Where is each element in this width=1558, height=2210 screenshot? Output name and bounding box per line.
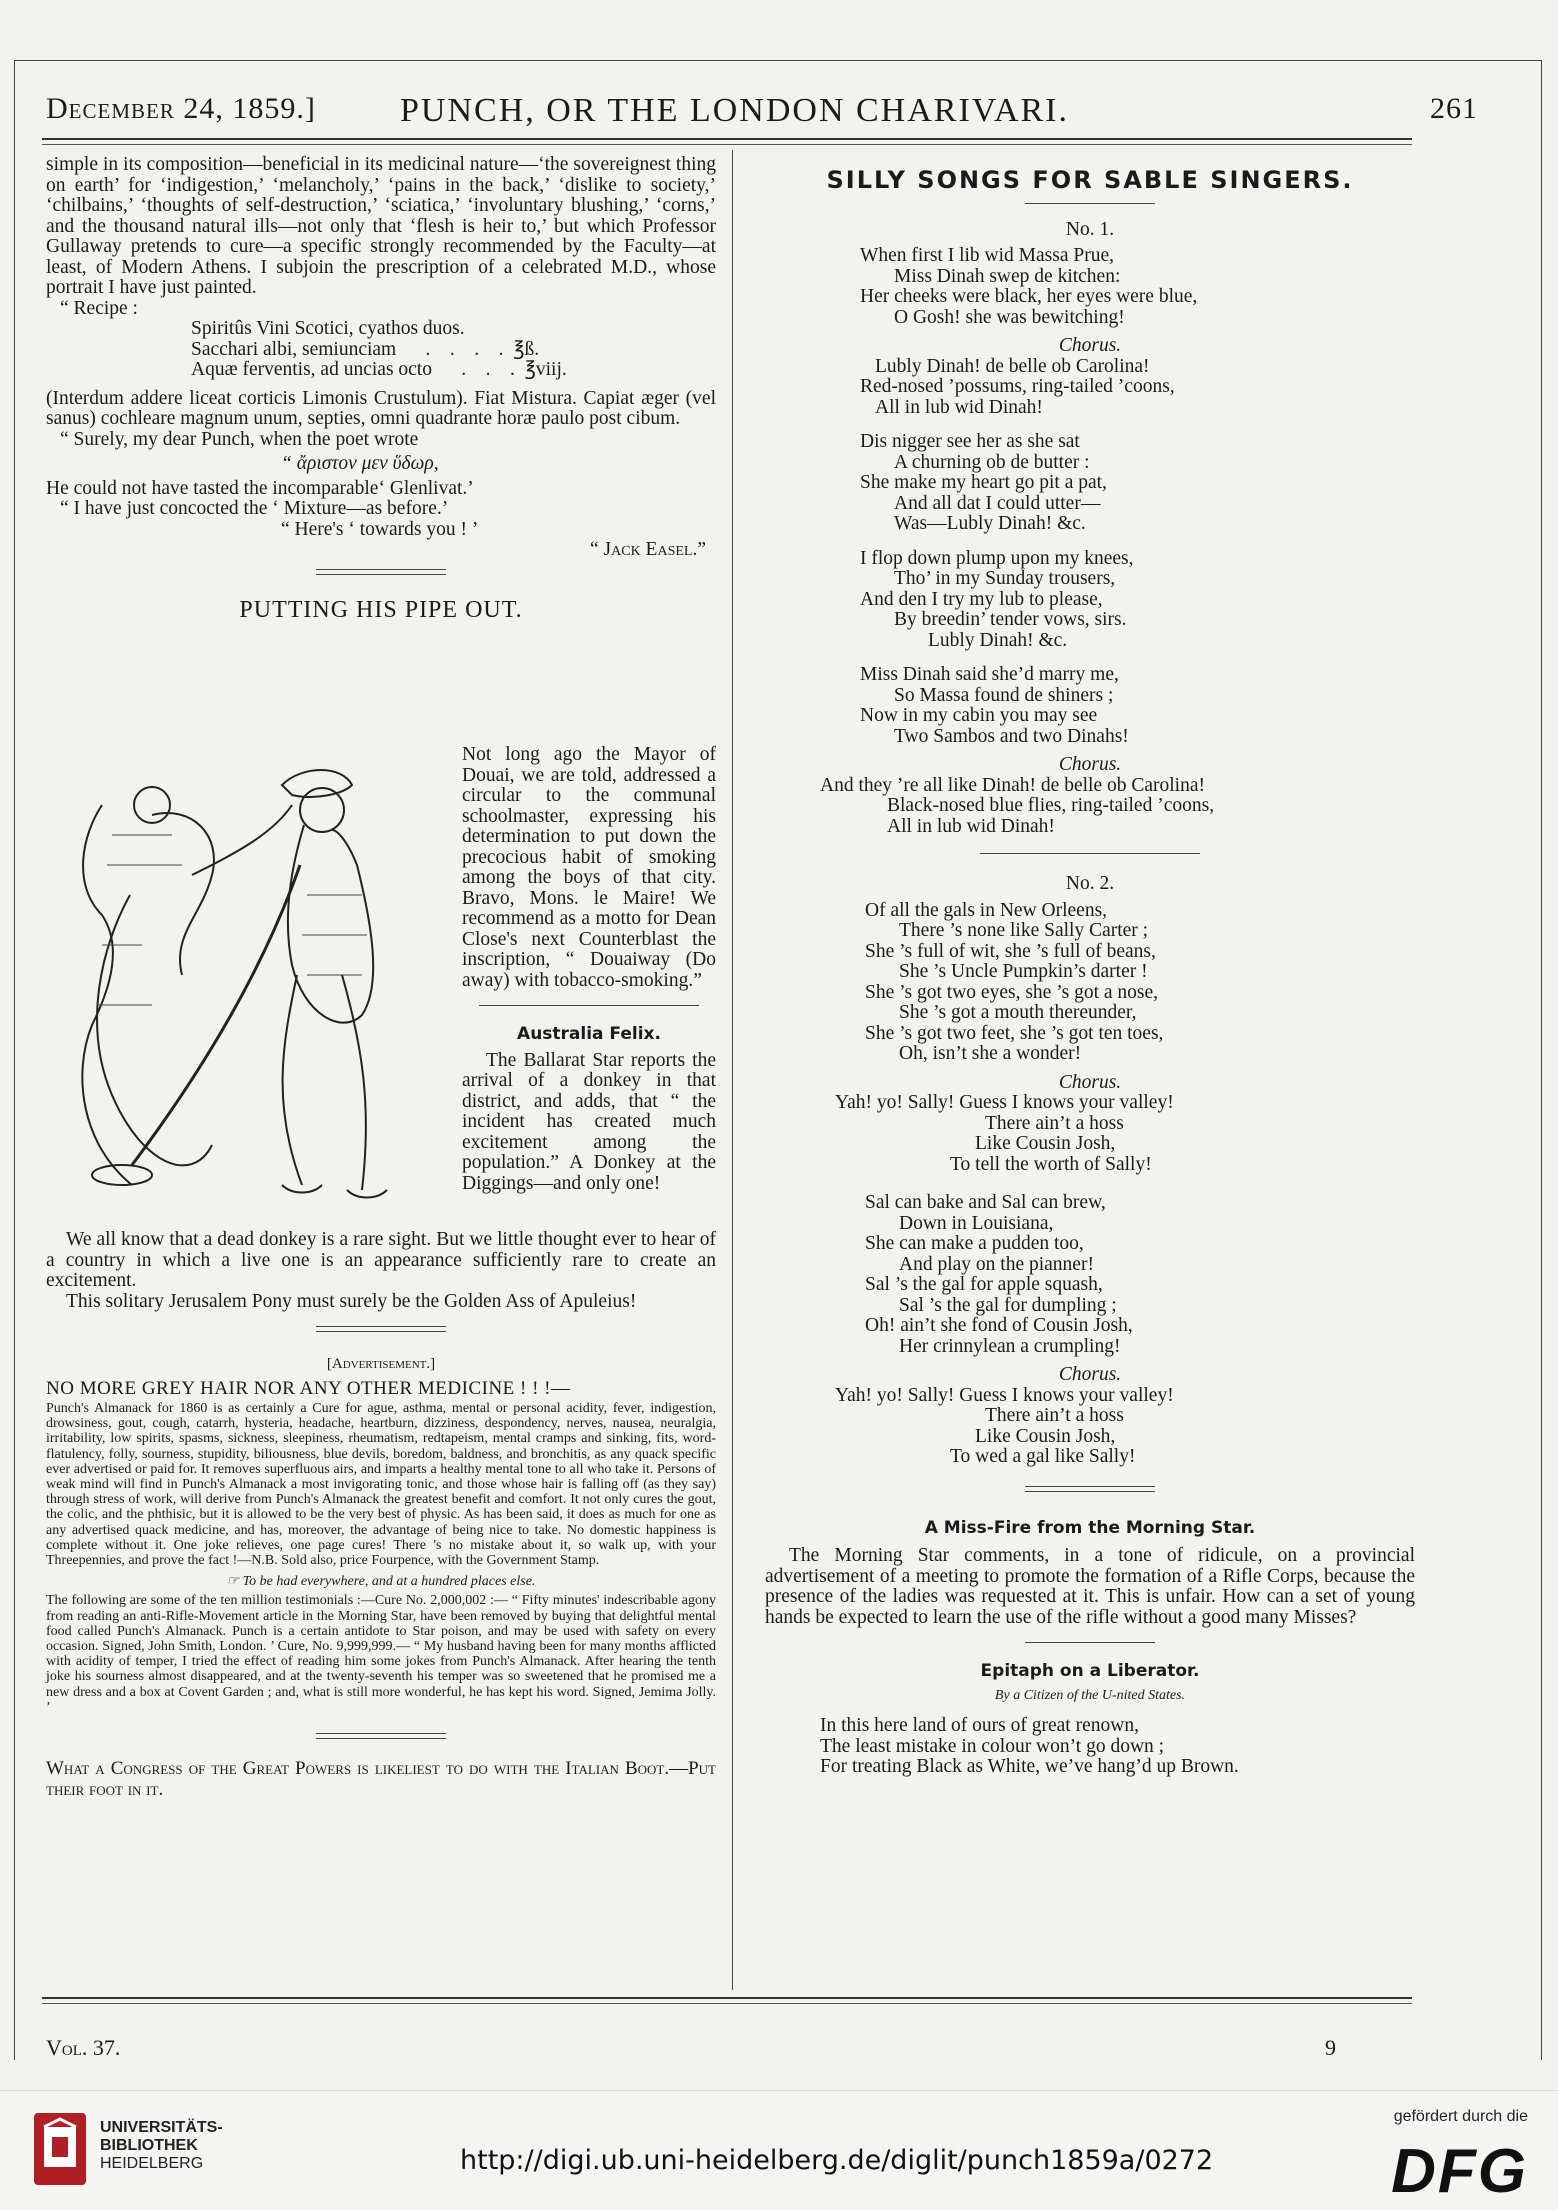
- bottom-rule: [42, 1997, 1412, 1999]
- column-divider: [732, 150, 733, 1990]
- australia-text-2: We all know that a dead donkey is a rare sight. But we little thought ever to hear of a country in which a live one is an appearance sufficiently rare to create an excitement.: [46, 1229, 716, 1291]
- song-number: No. 1.: [1065, 218, 1115, 240]
- verse-line: I flop down plump upon my knees,: [860, 547, 1134, 569]
- song-number: No. 2.: [1065, 873, 1115, 894]
- frame-top: [14, 60, 1542, 61]
- advert-pointer: ☞ To be had everywhere, and at a hundred places else.: [226, 1574, 536, 1590]
- verse-line: And den I try my lub to please,: [860, 588, 1103, 610]
- verse-line: Her crinnylean a crumpling!: [899, 1335, 1121, 1357]
- verse-line: And play on the pianner!: [899, 1253, 1094, 1275]
- verse-line: Like Cousin Josh,: [975, 1133, 1116, 1154]
- verse-line: Miss Dinah swep de kitchen:: [894, 265, 1121, 287]
- verse-line: In this here land of ours of great renown,: [820, 1715, 1139, 1736]
- section-rule: [980, 853, 1200, 854]
- chorus-label: Chorus.: [1058, 1071, 1122, 1093]
- verse-line: Oh! ain’t she fond of Cousin Josh,: [865, 1315, 1133, 1336]
- source-url-link[interactable]: http://digi.ub.uni-heidelberg.de/diglit/punch1859a/0272: [460, 2145, 1214, 2176]
- library-name-line: HEIDELBERG: [100, 2155, 204, 2172]
- pipe-article: [462, 745, 716, 1194]
- verse-line: Like Cousin Josh,: [975, 1425, 1116, 1447]
- section-rule: [1025, 1486, 1155, 1492]
- verse-line: Oh, isn’t she a wonder!: [899, 1043, 1082, 1064]
- verse-line: She ’s got two eyes, she ’s got a nose,: [865, 981, 1159, 1003]
- verse-line: Lubly Dinah! de belle ob Carolina!: [875, 355, 1150, 377]
- advert-label: [Advertisement.]: [326, 1356, 436, 1372]
- library-name: [100, 2119, 223, 2173]
- verse-line: O Gosh! she was bewitching!: [894, 306, 1125, 328]
- epitaph-verse: [765, 1716, 1415, 1778]
- section-rule: [316, 1326, 446, 1332]
- australia-text-1: The Ballarat Star reports the arrival of a donkey in that district, and adds, that “ the incident has created much excitement among the population.” A Donkey at the Diggings—and only one!: [462, 1049, 716, 1194]
- chorus-label: Chorus.: [1058, 754, 1122, 775]
- section-rule: [1025, 203, 1155, 204]
- left-column-top: [46, 155, 716, 623]
- masthead-title: PUNCH, OR THE LONDON CHARIVARI.: [400, 92, 1070, 129]
- verse-line: She ’s full of wit, she ’s full of beans,: [865, 940, 1156, 962]
- verse-line: To tell the worth of Sally!: [950, 1153, 1152, 1175]
- smoking-illustration: [42, 745, 452, 1215]
- jack-easel-signature: “ Jack Easel.”: [590, 539, 706, 560]
- verse-line: Her cheeks were black, her eyes were blue,: [860, 286, 1198, 307]
- verse-line: Miss Dinah said she’d marry me,: [860, 664, 1119, 685]
- verse-line: There ’s none like Sally Carter ;: [899, 920, 1149, 941]
- chorus-label: Chorus.: [1058, 335, 1122, 356]
- chorus-label: Chorus.: [1058, 1364, 1122, 1385]
- song1-stanza4: [765, 665, 1415, 747]
- verse-line: And they ’re all like Dinah! de belle ob Carolina!: [820, 774, 1205, 796]
- issue-date: December 24, 1859.]: [46, 92, 316, 125]
- verse-line: Lubly Dinah! &c.: [928, 629, 1068, 651]
- verse-line: Sal ’s the gal for dumpling ;: [899, 1294, 1117, 1316]
- congress-text: What a Congress of the Great Powers is likeliest to do with the Italian Boot.—Put their foot in it.: [46, 1758, 716, 1800]
- song2-stanza2: [765, 1193, 1415, 1357]
- song2-chorus1: [765, 1093, 1415, 1175]
- song1-stanza1: [765, 246, 1415, 328]
- verse-line: Sal ’s the gal for apple squash,: [865, 1274, 1103, 1295]
- verse-line: Sal can bake and Sal can brew,: [865, 1192, 1106, 1213]
- concocted-line: “ I have just concocted the ‘ Mixture—as before.’: [60, 498, 449, 519]
- verse-line: Two Sambos and two Dinahs!: [894, 725, 1129, 747]
- right-column: [765, 166, 1415, 1778]
- recipe-label: “ Recipe :: [60, 297, 138, 319]
- could-line: He could not have tasted the incomparable‘ Glenlivat.’: [46, 477, 474, 499]
- verse-line: Black-nosed blue flies, ring-tailed ’coons,: [887, 795, 1215, 816]
- greek-quote: “ ἄριστον μεν ὕδωρ,: [281, 453, 439, 474]
- songs-title: SILLY SONGS FOR SABLE SINGERS.: [826, 166, 1354, 194]
- verse-line: For treating Black as White, we’ve hang’d up Brown.: [820, 1756, 1239, 1777]
- pipe-title: PUTTING HIS PIPE OUT.: [239, 596, 523, 623]
- verse-line: Red-nosed ’possums, ring-tailed ’coons,: [860, 376, 1175, 397]
- verse-line: Tho’ in my Sunday trousers,: [894, 568, 1116, 589]
- advert-testimonials: The following are some of the ten million testimonials :—Cure No. 2,000,002 :— “ Fifty minutes' indescribable agony from reading an anti-Rifle-Movement article in the Morning Star, have been removed by buying that delightful mental food called Punch's Almanack. Punch is a certain antidote to Star poison, and may be used with safety on every occasion. Signed, John Smith, London. ’ Cure, No. 9,999,999.— “ My husband having been for many months afflicted with acidity of temper, I tried the effect of reading him some jokes from Punch's Almanack. After hearing the tenth joke his sourness almost disappeared, and at the twenty-seventh his temper was so sweetened that he promised me a new dress and a box at Covent Garden ; and, what is still more wonderful, he has kept his word. Signed, Jemima Jolly. ’: [46, 1593, 716, 1715]
- verse-line: She ’s got a mouth thereunder,: [899, 1002, 1137, 1023]
- recipe-line: Sacchari albi, semiunciam . . . . ℥ß.: [191, 338, 540, 360]
- verse-line: The least mistake in colour won’t go down ;: [820, 1735, 1165, 1757]
- pipe-text: Not long ago the Mayor of Douai, we are told, addressed a circular to the communal schoolmaster, expressing his determination to put down the precocious habit of smoking among the boys of that city. Bravo, Mons. le Maire! We recommend as a motto for Dean Close's next Counterblast the inscription, “ Douaiway (Do away) with tobacco-smoking.”: [462, 744, 716, 991]
- song1-chorus2: [765, 776, 1415, 838]
- verse-line: She make my heart go pit a pat,: [860, 472, 1107, 493]
- section-rule: [316, 1733, 446, 1739]
- verse-line: To wed a gal like Sally!: [950, 1446, 1136, 1467]
- page-number: 261: [1430, 92, 1478, 125]
- verse-line: All in lub wid Dinah!: [887, 815, 1055, 837]
- verse-line: She ’s got two feet, she ’s got ten toes,: [865, 1022, 1164, 1044]
- verse-line: Yah! yo! Sally! Guess I knows your valley!: [835, 1384, 1174, 1406]
- song1-stanza2: [765, 432, 1415, 535]
- song2-chorus2: [765, 1386, 1415, 1468]
- advert-headline: NO MORE GREY HAIR NOR ANY OTHER MEDICINE ! ! !—: [46, 1377, 571, 1399]
- recipe-line: Aquæ ferventis, ad uncias octo . . . ℥viij.: [191, 359, 567, 380]
- poet-line: “ Surely, my dear Punch, when the poet wrote: [60, 428, 419, 450]
- epitaph-title: Epitaph on a Liberator.: [980, 1661, 1200, 1681]
- advert-body: Punch's Almanack for 1860 is as certainly a Cure for ague, asthma, mental or personal acidity, fever, indigestion, drowsiness, gout, cough, catarrh, hysteria, headache, heartburn, dizziness, despondency, nerves, nausea, neuralgia, irritability, low spirits, spasms, sickness, sleepiness, rheumatism, redtapeism, mental cramps and sinking, fits, word-flatulency, folly, sourness, stupidity, biliousness, blue devils, boredom, baldness, and bronchitis, as any quack specific ever advertised or paid for. It removes superfluous airs, and imparts a healthy mental tone to all who take it. Persons of weak mind will find in Punch's Almanack a most invigorating tonic, and those whose hair is falling off (as they say) through stress of work, will derive from Punch's Almanack the greatest benefit and comfort. It not only cures the gout, the colic, and the phthisic, but it is allowed to be the very best of physic. As has been said, it does as much for one as any advertised quack medicine, and has, moreover, the advantage of being nice to take. No domestic happiness is complete without it. One joke relieves, one page cures! There 's no mistake about it, so walk up, with your Threepennies, and prove the fact !—N.B. Sold also, price Fourpence, with the Government Stamp.: [46, 1401, 716, 1569]
- verse-line: When first I lib wid Massa Prue,: [860, 245, 1114, 266]
- masthead-rule-2: [42, 144, 1412, 145]
- latin-paragraph: (Interdum addere liceat corticis Limonis Crustulum). Fiat Mistura. Capiat æger (vel sanus) cochleare magnum unum, septies, omni quadrante horæ paulo post cibum.: [46, 387, 716, 429]
- verse-line: Down in Louisiana,: [899, 1212, 1054, 1234]
- volume-number: Vol. 37.: [46, 2035, 121, 2060]
- intro-paragraph: simple in its composition—beneficial in its medicinal nature—‘the sovereignest thing on earth’ for ‘indigestion,’ ‘melancholy,’ ‘pains in the back,’ ‘dislike to society,’ ‘chilbains,’ ‘thoughts of self-destruction,’ ‘sciatica,’ ‘involuntary blushing,’ ‘corns,’ and the thousand natural ills—not only that ‘flesh is heir to,’ but which Professor Gullaway pretends to cure—a specific strongly recommended by the Faculty—at least, of Modern Athens. I subjoin the prescription of a celebrated M.D., whose portrait I have just painted.: [46, 154, 716, 298]
- verse-line: There ain’t a hoss: [985, 1405, 1124, 1426]
- missfire-title: A Miss-Fire from the Morning Star.: [924, 1517, 1256, 1538]
- verse-line: So Massa found de shiners ;: [894, 684, 1114, 706]
- verse-line: A churning ob de butter :: [894, 451, 1090, 473]
- verse-line: She ’s Uncle Pumpkin’s darter !: [899, 961, 1148, 982]
- australia-text-3: This solitary Jerusalem Pony must surely be the Golden Ass of Apuleius!: [66, 1290, 637, 1312]
- verse-line: There ain’t a hoss: [985, 1112, 1124, 1134]
- song2-stanza1: [765, 901, 1415, 1065]
- verse-line: She can make a pudden too,: [865, 1233, 1084, 1254]
- verse-line: Yah! yo! Sally! Guess I knows your valley!: [835, 1092, 1174, 1113]
- recipe-line: Spiritûs Vini Scotici, cyathos duos.: [191, 318, 465, 339]
- verse-line: And all dat I could utter—: [894, 492, 1101, 514]
- dfg-logo: DFG: [1391, 2137, 1528, 2206]
- library-name-line: UNIVERSITÄTS-: [100, 2119, 223, 2136]
- verse-line: Now in my cabin you may see: [860, 705, 1098, 726]
- bottom-rule-2: [42, 2003, 1412, 2004]
- verse-line: Was—Lubly Dinah! &c.: [894, 513, 1086, 534]
- verse-line: By breedin’ tender vows, sirs.: [894, 609, 1127, 630]
- verse-line: All in lub wid Dinah!: [875, 396, 1043, 418]
- australia-title: Australia Felix.: [517, 1024, 661, 1044]
- verse-line: Of all the gals in New Orleens,: [865, 899, 1108, 921]
- funded-by-label: gefördert durch die: [1393, 2108, 1528, 2125]
- frame-left: [14, 60, 15, 2060]
- song1-stanza3: [765, 549, 1415, 652]
- section-rule: [479, 1005, 699, 1006]
- university-seal-icon: [30, 2109, 90, 2189]
- library-name-line: BIBLIOTHEK: [100, 2137, 198, 2154]
- missfire-text: The Morning Star comments, in a tone of ridicule, on a provincial advertisement of a meeting to promote the formation of a Rifle Corps, because the presence of the ladies was requested at it. This is unfair. How can a set of young hands be expected to learn the use of the rifle without a good many Misses?: [765, 1545, 1415, 1628]
- section-rule: [1025, 1642, 1155, 1643]
- verse-line: Dis nigger see her as she sat: [860, 431, 1080, 452]
- song1-chorus1: [765, 357, 1415, 419]
- frame-right: [1541, 60, 1542, 2060]
- section-rule: [316, 569, 446, 575]
- towards-line: “ Here's ‘ towards you ! ’: [281, 518, 479, 540]
- masthead-rule: [42, 138, 1412, 140]
- signature-mark: 9: [1325, 2035, 1336, 2060]
- epitaph-byline: By a Citizen of the U-nited States.: [994, 1687, 1186, 1703]
- australia-continued: [46, 1230, 716, 1800]
